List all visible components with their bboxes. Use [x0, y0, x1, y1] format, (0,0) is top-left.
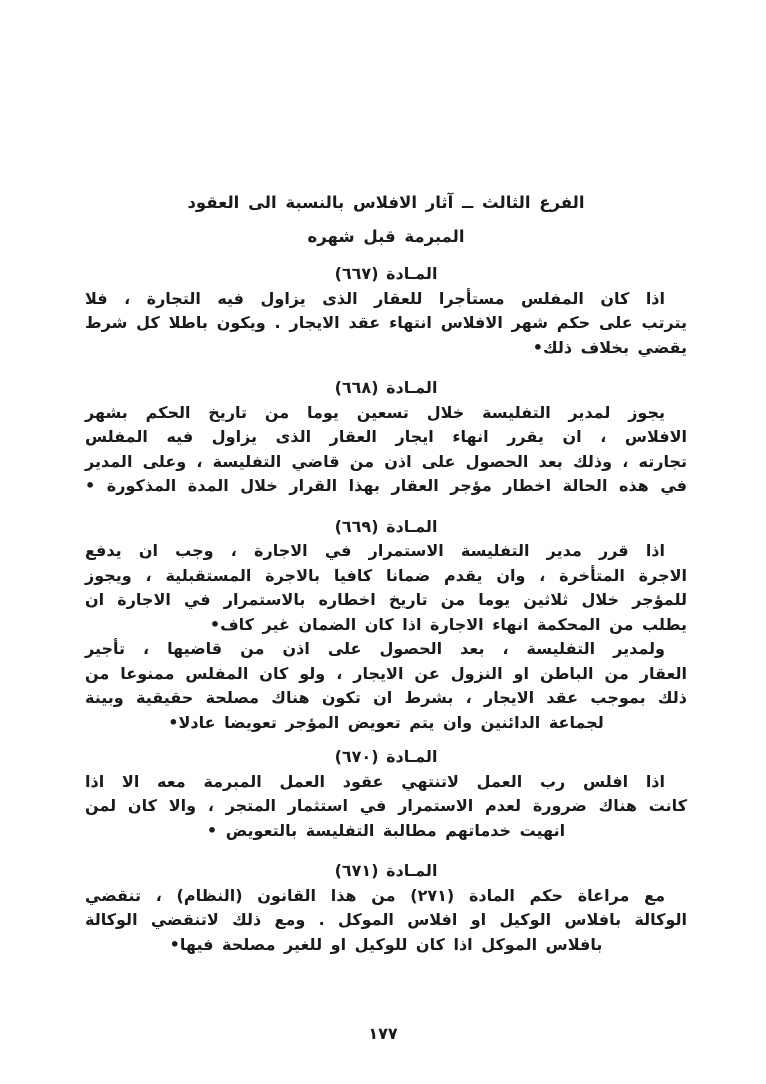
section-title: [85, 186, 687, 254]
text-line: يترتب على حكم شهر الافلاس انتهاء عقد الايجار . ويكون باطلا كل شرط: [85, 313, 687, 332]
section-title-line-1: الفرع الثالث ــ آثار الافلاس بالنسبة الى العقود: [187, 193, 585, 212]
article-670: [85, 745, 687, 843]
article-667-paragraph: [85, 287, 687, 361]
text-line: الاجرة المتأخرة ، وان يقدم ضمانا كافيا بالاجرة المستقبلية ، ويجوز: [85, 565, 687, 585]
article-669-paragraph-1: [85, 539, 687, 637]
text-line: اذا افلس رب العمل لاتنتهي عقود العمل المبرمة معه الا اذا: [85, 771, 665, 791]
text-line: ذلك بموجب عقد الايجار ، بشرط ان تكون هناك مصلحة حقيقية وبينة: [85, 688, 687, 707]
article-667-heading: المـادة (٦٦٧): [334, 264, 438, 283]
text-line: تجارته ، وذلك بعد الحصول على اذن من قاضي التفليسة ، وعلى المدير: [85, 451, 687, 471]
article-671: [85, 859, 687, 957]
text-line: ولمدير التفليسة ، بعد الحصول على اذن من قاضيها ، تأجير: [85, 639, 665, 658]
section-title-line-2: المبرمة قبل شهره: [307, 227, 465, 246]
article-668: [85, 376, 687, 499]
article-668-heading: المـادة (٦٦٨): [334, 378, 438, 397]
text-line: للمؤجر خلال ثلاثين يوما من تاريخ اخطاره بالاستمرار في الاجارة ان: [85, 590, 687, 609]
text-line: اذا قرر مدير التفليسة الاستمرار في الاجارة ، وجب ان يدفع: [85, 541, 665, 560]
text-line: اذا كان المفلس مستأجرا للعقار الذى يزاول فيه التجارة ، فلا: [85, 288, 665, 308]
text-line: يطلب من المحكمة انهاء الاجارة اذا كان الضمان غير كاف•: [209, 614, 687, 634]
page-number: ١٧٧: [368, 1024, 398, 1043]
article-671-heading: المـادة (٦٧١): [334, 861, 438, 880]
article-669: [85, 515, 687, 736]
text-line: مع مراعاة حكم المادة (٢٧١) من هذا القانون (النظام) ، تنقضي: [85, 885, 666, 905]
article-670-heading: المـادة (٦٧٠): [334, 747, 438, 766]
article-669-paragraph-2: [85, 637, 687, 735]
article-667: [85, 262, 687, 360]
text-line: انهيت خدماتهم مطالبة التفليسة بالتعويض •: [206, 820, 566, 840]
text-line: يجوز لمدير التفليسة خلال تسعين يوما من تاريخ الحكم بشهر: [85, 402, 665, 422]
text-line: العقار من الباطن او النزول عن الايجار ، ولو كان المفلس ممنوعا من: [85, 663, 687, 683]
article-669-heading: المـادة (٦٦٩): [334, 516, 438, 536]
text-line: في هذه الحالة اخطار مؤجر العقار بهذا القرار خلال المدة المذكورة •: [85, 476, 687, 495]
text-line: لجماعة الدائنين وان يتم تعويض المؤجر تعويضا عادلا•: [168, 712, 604, 732]
article-670-paragraph: [85, 770, 687, 844]
text-line: بافلاس الموكل اذا كان للوكيل او للغير مصلحة فيها•: [169, 934, 603, 954]
article-671-paragraph: [85, 884, 687, 958]
article-668-paragraph: [85, 401, 687, 499]
text-line: الوكالة بافلاس الوكيل او افلاس الموكل . ومع ذلك لاتنقضي الوكالة: [85, 910, 687, 929]
text-line: الافلاس ، ان يقرر انهاء ايجار العقار الذى يزاول فيه المفلس: [85, 427, 687, 446]
text-line: يقضي بخلاف ذلك•: [532, 337, 687, 357]
text-line: كانت هناك ضرورة لعدم الاستمرار في استثمار المتجر ، والا كان لمن: [85, 796, 687, 815]
